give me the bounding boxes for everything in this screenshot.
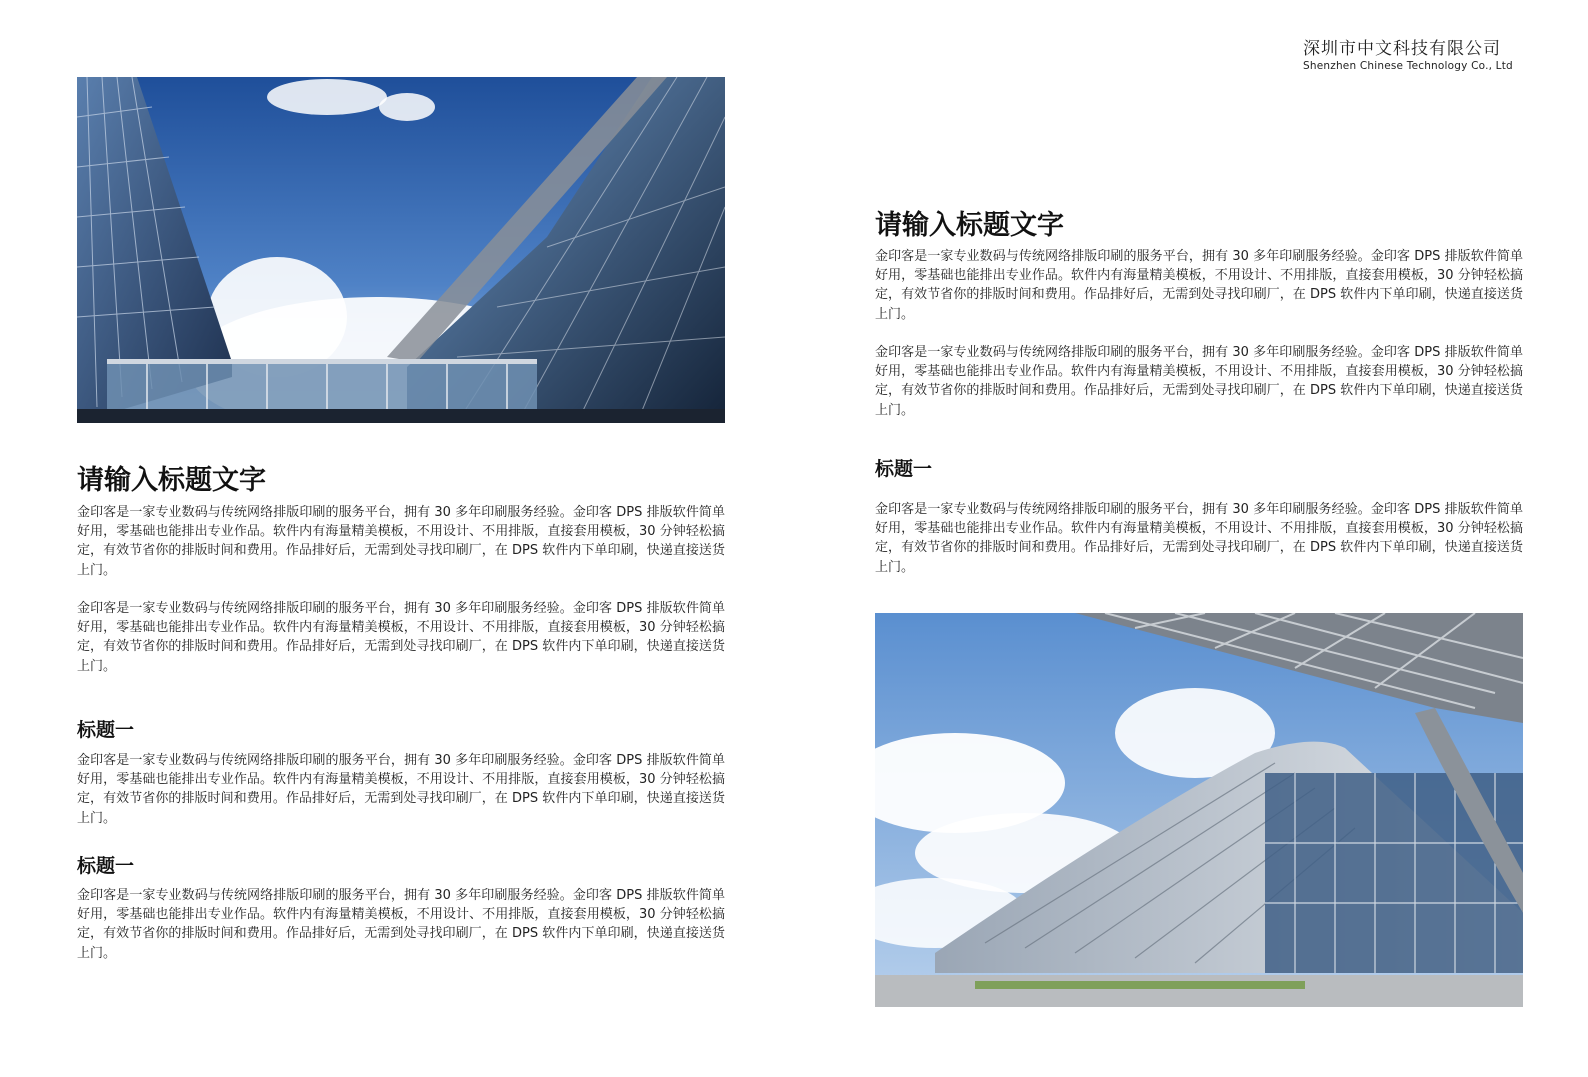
company-name-cn: 深圳市中文科技有限公司 [1303,39,1501,59]
right-paragraph-3: 金印客是一家专业数码与传统网络排版印刷的服务平台，拥有 30 多年印刷服务经验。金印客 DPS 排版软件简单好用，零基础也能排出专业作品。软件内有海量精美模板，不用设计、不用排版，直接套用模板，30 分钟轻松搞定，有效节省你的排版时间和费用。作品排好后，无需到处寻找印刷厂，在 DPS 软件内下单印刷，快递直接送货上门。 [875,502,1523,575]
company-name-en: Shenzhen Chinese Technology Co., Ltd [1303,60,1513,72]
left-title: 请输入标题文字 [77,465,266,496]
left-subtitle-1: 标题一 [77,719,135,741]
left-paragraph-3: 金印客是一家专业数码与传统网络排版印刷的服务平台，拥有 30 多年印刷服务经验。金印客 DPS 排版软件简单好用，零基础也能排出专业作品。软件内有海量精美模板，不用设计、不用排版，直接套用模板，30 分钟轻松搞定，有效节省你的排版时间和费用。作品排好后，无需到处寻找印刷厂，在 DPS 软件内下单印刷，快递直接送货上门。 [77,753,725,826]
left-subtitle-2: 标题一 [77,855,135,877]
right-subtitle-1: 标题一 [875,458,933,480]
right-paragraph-2: 金印客是一家专业数码与传统网络排版印刷的服务平台，拥有 30 多年印刷服务经验。金印客 DPS 排版软件简单好用，零基础也能排出专业作品。软件内有海量精美模板，不用设计、不用排版，直接套用模板，30 分钟轻松搞定，有效节省你的排版时间和费用。作品排好后，无需到处寻找印刷厂，在 DPS 软件内下单印刷，快递直接送货上门。 [875,345,1523,418]
left-paragraph-2: 金印客是一家专业数码与传统网络排版印刷的服务平台，拥有 30 多年印刷服务经验。金印客 DPS 排版软件简单好用，零基础也能排出专业作品。软件内有海量精美模板，不用设计、不用排版，直接套用模板，30 分钟轻松搞定，有效节省你的排版时间和费用。作品排好后，无需到处寻找印刷厂，在 DPS 软件内下单印刷，快递直接送货上门。 [77,601,725,674]
left-paragraph-1: 金印客是一家专业数码与传统网络排版印刷的服务平台，拥有 30 多年印刷服务经验。金印客 DPS 排版软件简单好用，零基础也能排出专业作品。软件内有海量精美模板，不用设计、不用排版，直接套用模板，30 分钟轻松搞定，有效节省你的排版时间和费用。作品排好后，无需到处寻找印刷厂，在 DPS 软件内下单印刷，快递直接送货上门。 [77,505,725,578]
left-paragraph-4: 金印客是一家专业数码与传统网络排版印刷的服务平台，拥有 30 多年印刷服务经验。金印客 DPS 排版软件简单好用，零基础也能排出专业作品。软件内有海量精美模板，不用设计、不用排版，直接套用模板，30 分钟轻松搞定，有效节省你的排版时间和费用。作品排好后，无需到处寻找印刷厂，在 DPS 软件内下单印刷，快递直接送货上门。 [77,888,725,961]
right-paragraph-1: 金印客是一家专业数码与传统网络排版印刷的服务平台，拥有 30 多年印刷服务经验。金印客 DPS 排版软件简单好用，零基础也能排出专业作品。软件内有海量精美模板，不用设计、不用排版，直接套用模板，30 分钟轻松搞定，有效节省你的排版时间和费用。作品排好后，无需到处寻找印刷厂，在 DPS 软件内下单印刷，快递直接送货上门。 [875,249,1523,322]
building-photo-right [875,613,1523,1007]
building-photo-left [77,77,725,423]
right-title: 请输入标题文字 [875,210,1064,241]
